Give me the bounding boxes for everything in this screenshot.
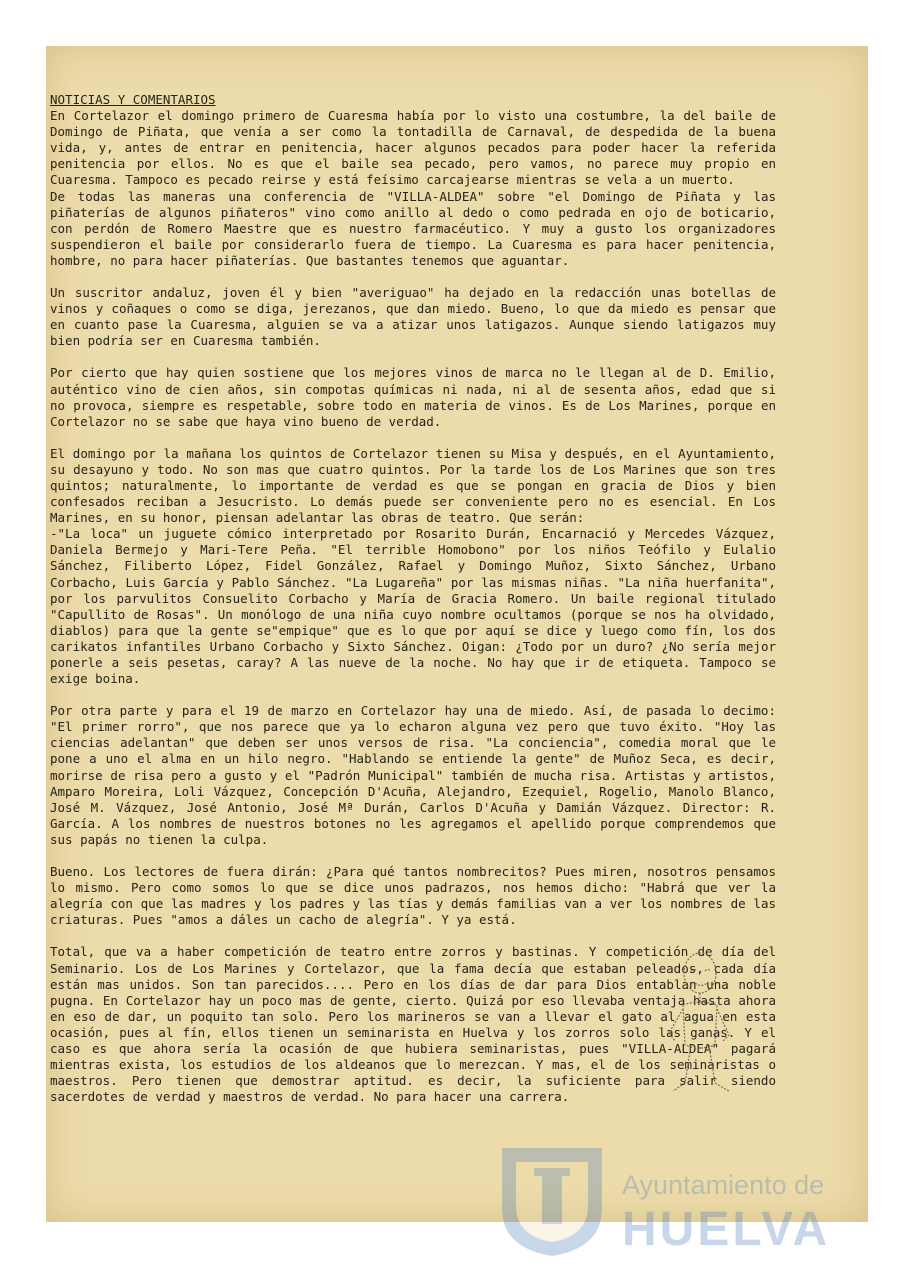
paragraph-quintos: El domingo por la mañana los quintos de Cortelazor tienen su Misa y después, en el Ayuntamiento, su desayuno y todo. No son mas que cuatro quintos. Por la tarde los de Los Marines que son tres quintos; naturalmente, lo importante de verdad es que se pongan en gracia de Dios y bien confesados reciban a Jesucristo. Lo demás puede ser conveniente pero no es esencial. En Los Marines, en su honor, piensan adelantar las obras de teatro. Que serán:: [50, 445, 776, 526]
cartoon-figure-sketch: [655, 945, 745, 1105]
document-heading: NOTICIAS Y COMENTARIOS: [50, 92, 216, 107]
paragraph-teatro-marines: -"La loca" un juguete cómico interpretado por Rosarito Durán, Encarnació y Mercedes Vázquez, Daniela Bermejo y Mari-Tere Peña. "El terrible Homobono" por los niños Teófilo y Eulalio Sánchez, Filiberto López, Fidel González, Rafael y Domingo Muñoz, Sixto Sánchez, Urbano Corbacho, Luis García y Pablo Sánchez. "La Lugareña" por las mismas niñas. "La niña huerfanita", por los parvulitos Consuelito Corbacho y María de Gracia Romero. Un baile regional titulado "Capullito de Rosas". Un monólogo de una niña cuyo nombre ocultamos (porque se nos ha olvidado, diablos) para que la gente se"empique" que es lo que por aquí se dice y luego como fín, los dos carikatos infantiles Urbano Corbacho y Sixto Sánchez. Oigan: ¿Todo por un duro? ¿No sería mejor ponerle a seis pesetas, caray? A las nueve de la noche. No hay que ir de etiqueta. Tampoco se exige boina.: [50, 526, 776, 687]
ayuntamiento-watermark: [492, 1128, 852, 1258]
paragraph-baile-piñata: En Cortelazor el domingo primero de Cuaresma había por lo visto una costumbre, la del baile de Domingo de Piñata, que venía a ser como la tontadilla de Carnaval, de despedida de la buena vida, y, antes de entrar en penitencia, hacer algunos pecados para poder hacer la referida penitencia por ellos. No es que el baile sea pecado, pero vamos, no parece muy propio en Cuaresma. Tampoco es pecado reirse y está feísimo carcajearse mientras se vela a un muerto.: [50, 108, 776, 188]
huelva-coat-of-arms-icon: [492, 1138, 612, 1258]
paragraph-conferencia: De todas las maneras una conferencia de "VILLA-ALDEA" sobre "el Domingo de Piñata y las piñaterías de algunos piñateros" vino como anillo al dedo o como pedrada en ojo de boticario, con perdón de Romero Maestre que es nuestro farmacéutico. Y muy a gusto los organizadores suspendieron el baile por considerarlo fuera de tiempo. La Cuaresma es para hacer penitencia, hombre, no para hacer piñaterías. Que bastantes tenemos que aguantar.: [50, 188, 776, 268]
watermark-line-1: Ayuntamiento de: [622, 1170, 825, 1200]
paragraph-suscritor: Un suscritor andaluz, joven él y bien "averiguao" ha dejado en la redacción unas botellas de vinos y coñaques o como se diga, jerezanos, que dan miedo. Bueno, lo que da miedo es pensar que en cuanto pase la Cuaresma, alguien se va a atizar unos latigazos. Aunque siendo latigazos muy bien podría ser en Cuaresma también.: [50, 285, 776, 349]
watermark-line-2: HUELVA: [622, 1203, 831, 1256]
paragraph-nombrecitos: Bueno. Los lectores de fuera dirán: ¿Para qué tantos nombrecitos? Pues miren, nosotros pensamos lo mismo. Pero como somos lo que se dice unos padrazos, nos hemos dicho: "Habrá que ver la alegría con que las madres y los padres y las tías y demás familias van a ver los nombres de las criaturas. Pues "amos a dáles un cacho de alegría". Y ya está.: [50, 864, 776, 928]
paragraph-vinos: Por cierto que hay quien sostiene que los mejores vinos de marca no le llegan al de D. Emilio, auténtico vino de cien años, sin compotas químicas ni nada, ni al de sesenta años, edad que si no provoca, siempre es respetable, sobre todo en materia de vinos. Es de Los Marines, porque en Cortelazor no se sabe que haya vino bueno de verdad.: [50, 365, 776, 429]
paragraph-competicion: Total, que va a haber competición de teatro entre zorros y bastinas. Y competición de día del Seminario. Los de Los Marines y Cortelazor, que la fama decía que estaban peleados, cada día están mas unidos. Son tan parecidos.... Pero en los días de dar para Dios entablan una noble pugna. En Cortelazor hay un poco mas de gente, cierto. Quizá por eso llevaba ventaja hasta ahora en eso de dar, un poquito tan solo. Pero los marineros se van a llevar el gato al agua en esta ocasión, pues al fín, ellos tienen un seminarista en Huelva y los zorros solo las ganas. Y el caso es que ahora sería la ocasión de que hubiera seminaristas, pues "VILLA-ALDEA" pagará mientras exista, los estudios de los aldeanos que lo merezcan. Y mas, el de los seminaristas o maestros. Pero tienen que demostrar aptitud. es decir, la suficiente para salir siendo sacerdotes de verdad y maestros de verdad. No para hacer una carrera.: [50, 944, 776, 1105]
paragraph-teatro-cortelazor: Por otra parte y para el 19 de marzo en Cortelazor hay una de miedo. Así, de pasada lo decimo: "El primer rorro", que nos parece que ya lo echaron alguna vez pero que tuvo éxito. "Hoy las ciencias adelantan" que deben ser unos versos de risa. "La conciencia", comedia moral que le pone a uno el alma en un hilo negro. "Hablando se entiende la gente" de Muñoz Seca, es decir, morirse de risa pero a gusto y el "Padrón Municipal" también de mucha risa. Artistas y artistos, Amparo Moreira, Loli Vázquez, Concepción D'Acuña, Alejandro, Ezequiel, Rogelio, Manolo Blanco, José M. Vázquez, José Antonio, José Mª Durán, Carlos D'Acuña y Damián Vázquez. Director: R. García. A los nombres de nuestros botones no les agregamos el apellido porque comprendemos que sus papás no tienen la culpa.: [50, 703, 776, 847]
